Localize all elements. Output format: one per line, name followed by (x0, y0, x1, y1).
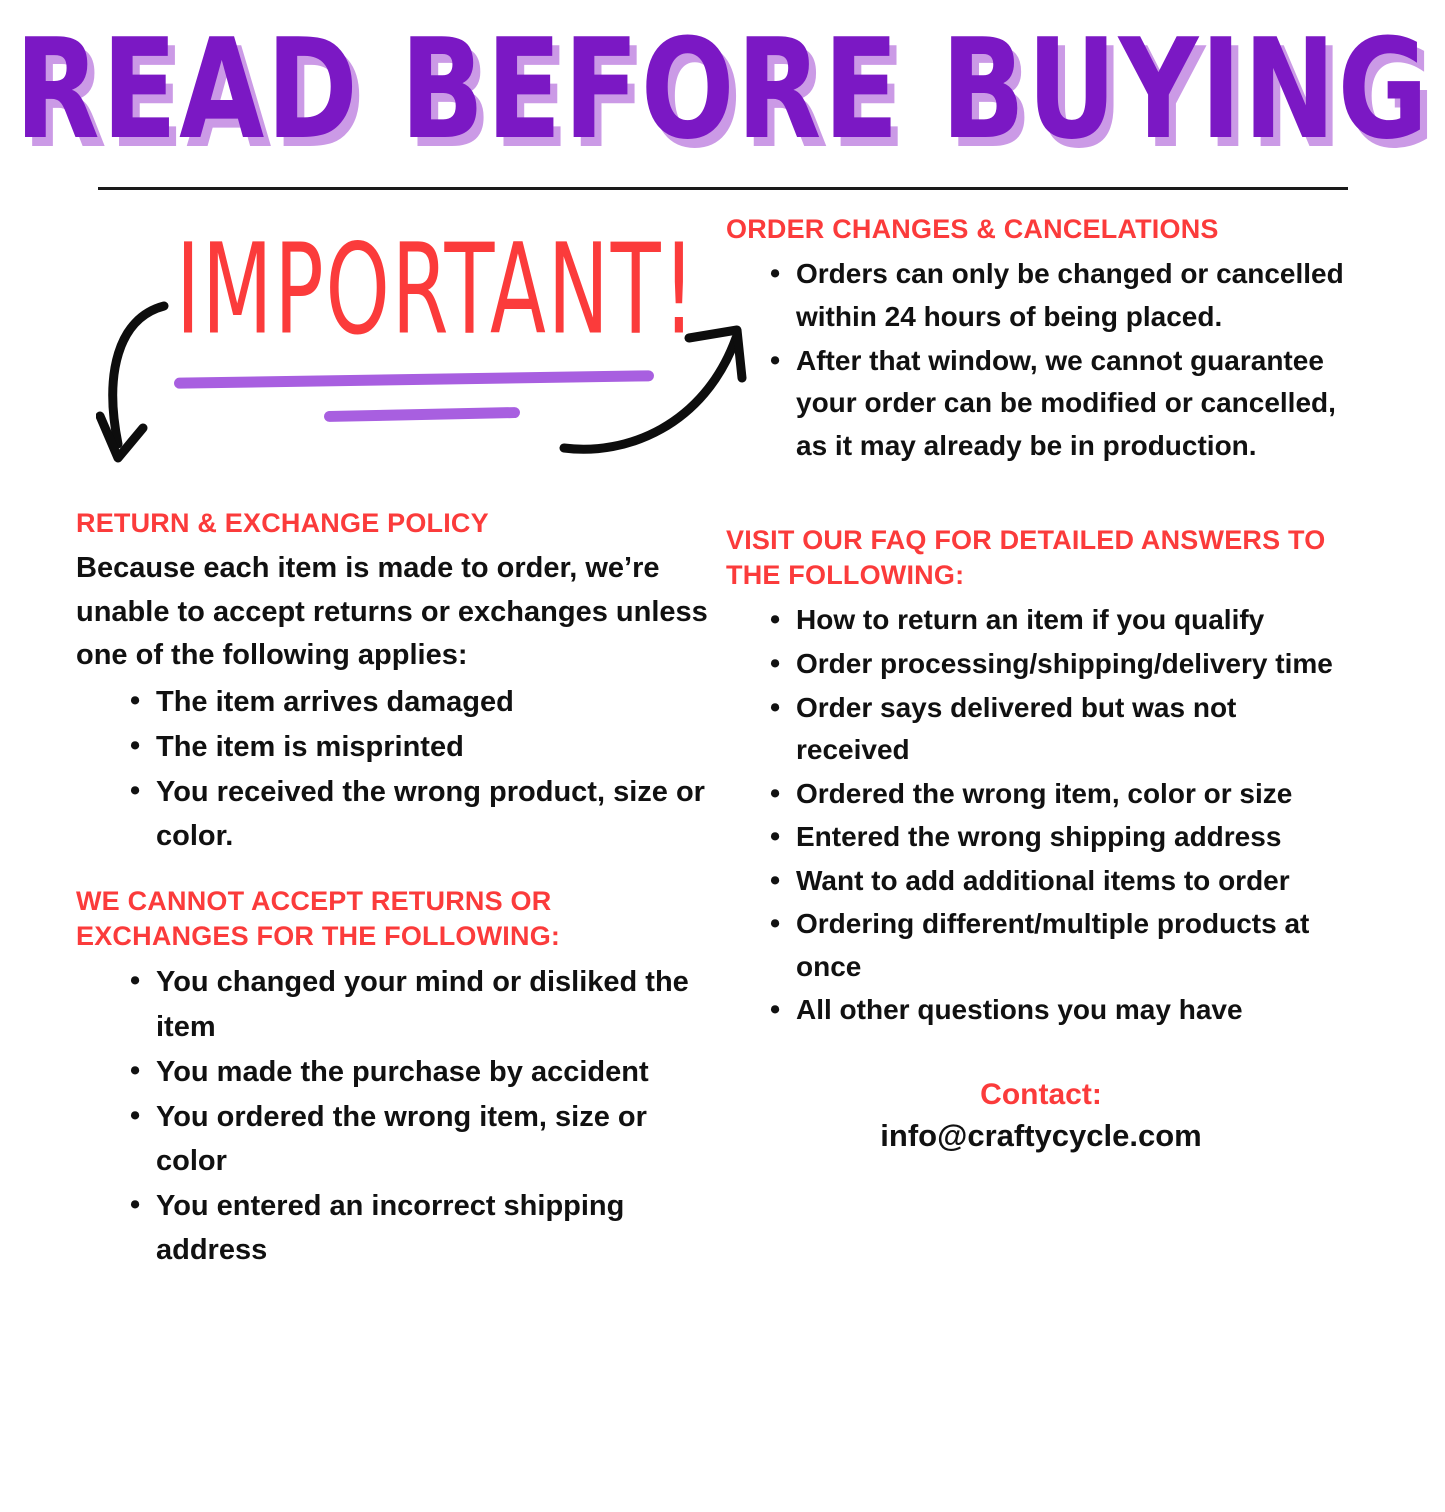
list-item: • The item is misprinted (130, 725, 716, 769)
section-cannot-accept (76, 884, 716, 1272)
important-callout (76, 206, 716, 506)
faq-heading: VISIT OUR FAQ FOR DETAILED ANSWERS TO THE FOLLOWING: (726, 525, 1326, 591)
list-item: • You received the wrong product, size or color. (130, 770, 716, 858)
cannot-accept-heading: WE CANNOT ACCEPT RETURNS OR EXCHANGES FOR THE FOLLOWING: (76, 886, 561, 952)
page-header (0, 0, 1445, 190)
return-policy-intro: Because each item is made to order, we’re unable to accept returns or exchanges unless one of the following applies: (76, 552, 708, 672)
cannot-accept-list (76, 960, 716, 1272)
section-return-exchange-policy (76, 506, 716, 858)
return-policy-heading: RETURN & EXCHANGE POLICY (76, 508, 489, 539)
order-changes-list (726, 253, 1356, 467)
contact-email[interactable]: info@craftycycle.com (880, 1117, 1202, 1153)
curved-arrow-down-icon (96, 296, 226, 476)
list-item: • How to return an item if you qualify (770, 599, 1356, 642)
contact-block (726, 1078, 1356, 1154)
header-divider (98, 187, 1348, 190)
underline-stroke-short (324, 407, 520, 422)
section-faq (726, 523, 1356, 1032)
page-title: READ BEFORE BUYING (14, 10, 1431, 171)
faq-list (726, 599, 1356, 1031)
list-item: • Ordering different/multiple products at once (770, 903, 1356, 988)
order-changes-heading: ORDER CHANGES & CANCELATIONS (726, 214, 1219, 245)
right-column (716, 206, 1356, 1298)
section-order-changes (726, 212, 1356, 467)
list-item: • The item arrives damaged (130, 680, 716, 724)
list-item: • Order says delivered but was not received (770, 687, 1356, 772)
left-column (76, 206, 716, 1298)
list-item: • Entered the wrong shipping address (770, 816, 1356, 859)
list-item: • You entered an incorrect shipping address (130, 1184, 716, 1272)
contact-label: Contact: (980, 1077, 1102, 1111)
list-item: • Orders can only be changed or cancelled within 24 hours of being placed. (770, 253, 1356, 338)
list-item: • Order processing/shipping/delivery time (770, 643, 1356, 686)
list-item: • You made the purchase by accident (130, 1050, 716, 1094)
list-item: • All other questions you may have (770, 989, 1356, 1032)
content-columns (0, 206, 1445, 1298)
list-item: • Ordered the wrong item, color or size (770, 773, 1356, 816)
important-text: IMPORTANT! (176, 218, 698, 364)
list-item: • You changed your mind or disliked the item (130, 960, 716, 1048)
list-item: • Want to add additional items to order (770, 860, 1356, 903)
list-item: • You ordered the wrong item, size or color (130, 1095, 716, 1183)
list-item: • After that window, we cannot guarantee your order can be modified or cancelled, as it may already be in production. (770, 340, 1356, 468)
return-policy-list (76, 680, 716, 858)
